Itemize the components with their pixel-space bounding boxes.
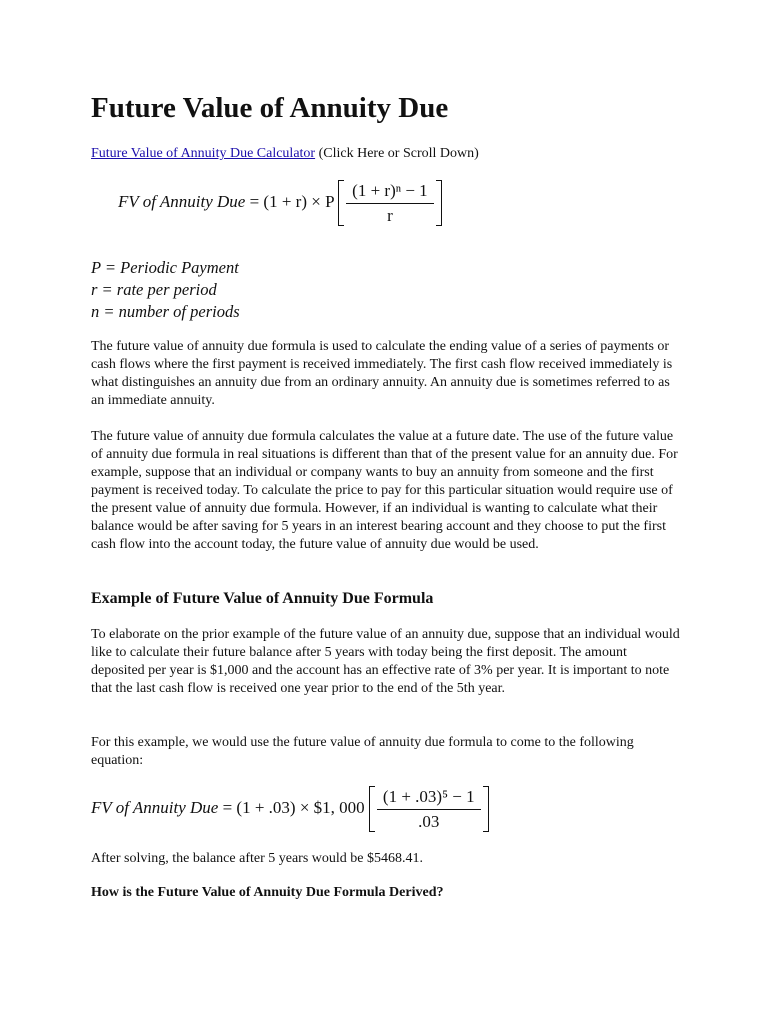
paragraph-usage: The future value of annuity due formula calculates the value at a future date. The use of the future value of annuity due formula in real situations is different than that of the present value for an annuity due. For example, suppose that an individual or company wants to buy an annuity from someone and the first payment is received today. To calculate the price to pay for this particular situation would require use of the present value of annuity due formula. However, if an individual is wanting to calculate what their balance would be after saving for 5 years in an interest bearing account and they choose to put the first cash flow into the account today, the future value of annuity due would be used. [91, 429, 678, 552]
variable-definitions [91, 257, 240, 323]
left-bracket [369, 786, 375, 832]
calculator-note: (Click Here or Scroll Down) [315, 146, 479, 161]
right-bracket [483, 786, 489, 832]
formula-example-numerator: (1 + .03)⁵ − 1 [377, 787, 481, 810]
formula-example [91, 786, 489, 832]
formula-fraction [346, 181, 434, 226]
formula-denominator: r [387, 205, 393, 225]
paragraph-equation-intro: For this example, we would use the future value of annuity due formula to come to the following equation: [91, 735, 634, 768]
calculator-link[interactable]: Future Value of Annuity Due Calculator [91, 146, 316, 161]
formula-example-eq: = (1 + .03) × $1, 000 [218, 797, 365, 817]
formula-example-fraction [377, 787, 481, 832]
example-heading: Example of Future Value of Annuity Due Formula [91, 590, 434, 607]
formula-eq: = (1 + r) × P [245, 191, 334, 211]
paragraph-result: After solving, the balance after 5 years would be $5468.41. [91, 851, 424, 866]
paragraph-example: To elaborate on the prior example of the future value of an annuity due, suppose that an individual would like to calculate their future balance after 5 years with today being the first deposit. The amount deposited per year is $1,000 and the account has an effective rate of 3% per year. It is important to note that the last cash flow is received one year prior to the end of the 5th year. [91, 627, 680, 696]
formula-example-lhs: FV of Annuity Due [91, 797, 219, 817]
left-bracket [338, 180, 344, 226]
page-title: Future Value of Annuity Due [91, 92, 449, 124]
formula-numerator: (1 + r)ⁿ − 1 [346, 181, 434, 204]
paragraph-intro: The future value of annuity due formula is used to calculate the ending value of a series of payments or cash flows where the first payment is received immediately. The first cash flow received immediately is what distinguishes an annuity due from an ordinary annuity. An annuity due is sometimes referred to as an immediate annuity. [91, 339, 673, 408]
calculator-line [91, 146, 479, 162]
definition-p: P = Periodic Payment [91, 258, 239, 277]
definition-n: n = number of periods [91, 302, 240, 321]
derivation-heading: How is the Future Value of Annuity Due Formula Derived? [91, 885, 444, 900]
formula-fv-annuity-due [118, 180, 442, 226]
formula-lhs: FV of Annuity Due [118, 191, 246, 211]
right-bracket [436, 180, 442, 226]
formula-example-denominator: .03 [418, 811, 440, 831]
definition-r: r = rate per period [91, 280, 217, 299]
